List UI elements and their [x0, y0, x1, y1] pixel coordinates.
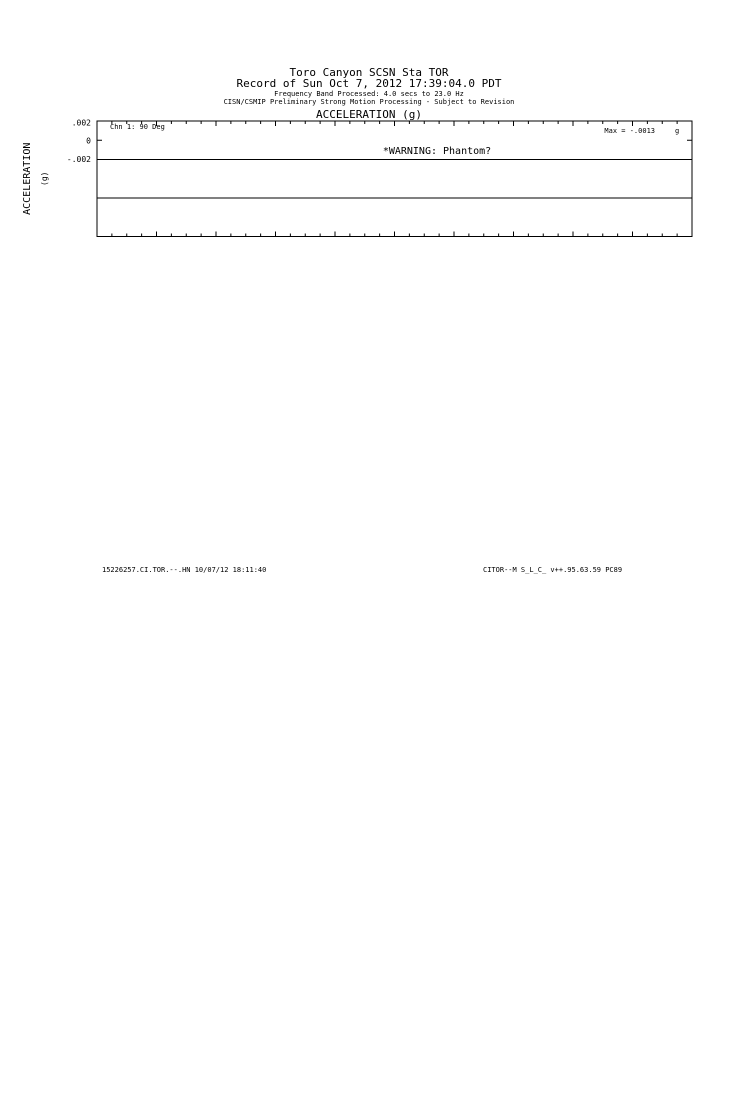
report-footer [102, 566, 622, 574]
warning-label: *WARNING: Phantom? [382, 146, 492, 157]
header-band: Frequency Band Processed: 4.0 secs to 23.0 Hz [274, 90, 464, 98]
header-processing: CISN/CSMIP Preliminary Strong Motion Processing - Subject to Revision [223, 98, 515, 106]
report-header [224, 66, 515, 106]
y-tick-label: -.002 [66, 155, 91, 165]
header-station: Toro Canyon SCSN Sta TOR [289, 66, 449, 79]
peak-value: Max = -.0013 [604, 127, 655, 135]
panel-title: ACCELERATION (g) [316, 108, 422, 121]
channel-label: Chn 1: 90 Deg [110, 123, 165, 131]
acceleration-panel [22, 108, 692, 237]
footer-processing-id: CITOR--M S_L_C_ v++.95.63.59 PC89 [483, 566, 623, 574]
peak-unit: g [675, 127, 680, 135]
footer-record-id: 15226257.CI.TOR.--.HN 10/07/12 18:11:40 [102, 566, 267, 574]
panel-ylabel: ACCELERATION [22, 142, 33, 215]
header-record: Record of Sun Oct 7, 2012 17:39:04.0 PDT [236, 77, 502, 90]
panel-yunit: (g) [40, 171, 49, 186]
y-tick-label: .002 [71, 118, 91, 128]
y-tick-label: 0 [86, 136, 91, 146]
plot-frame [97, 121, 692, 237]
